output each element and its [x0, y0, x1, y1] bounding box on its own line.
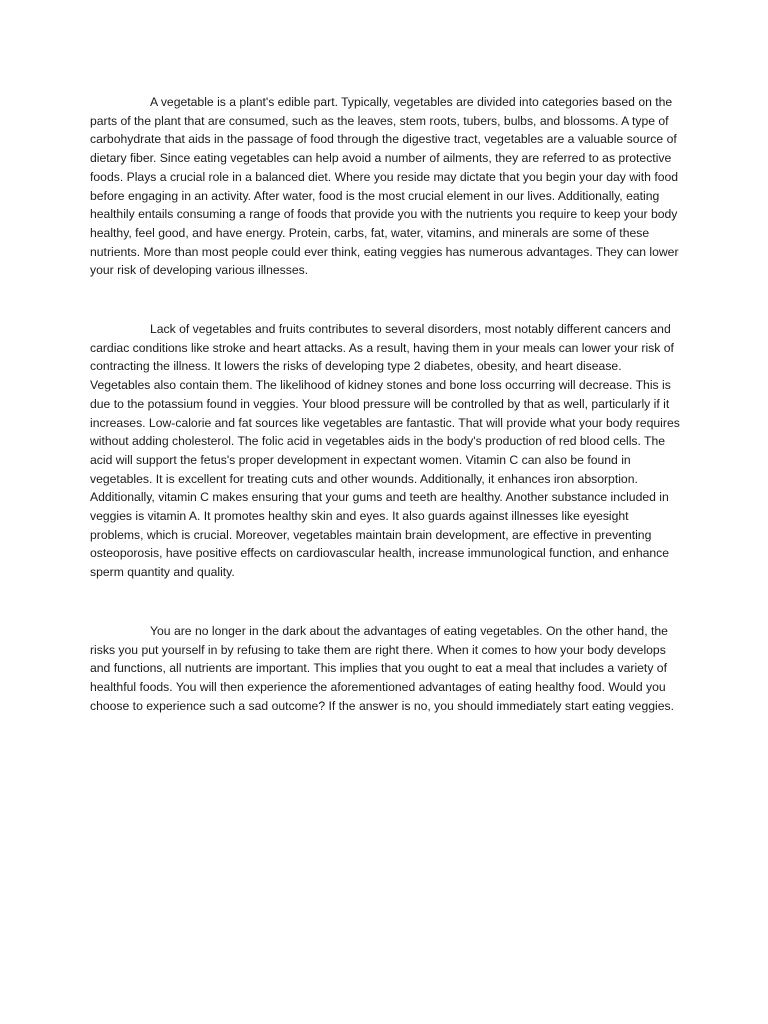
- paragraph-3: You are no longer in the dark about the advantages of eating vegetables. On the other hand, the risks you put yourself in by refusing to take them are right there. When it comes to how your body develops and functions, all nutrients are important. This implies that you ought to eat a meal that includes a variety of healthful foods. You will then experience the aforementioned advantages of eating healthy food. Would you choose to experience such a sad outcome? If the answer is no, you should immediately start eating veggies.: [90, 624, 674, 713]
- paragraph-2: Lack of vegetables and fruits contributes to several disorders, most notably different cancers and cardiac conditions like stroke and heart attacks. As a result, having them in your meals can lower your risk of contracting the illness. It lowers the risks of developing type 2 diabetes, obesity, and heart disease. Vegetables also contain them. The likelihood of kidney stones and bone loss occurring will decrease. This is due to the potassium found in veggies. Your blood pressure will be controlled by that as well, particularly if it increases. Low-calorie and fat sources like vegetables are fantastic. That will provide what your body requires without adding cholesterol. The folic acid in vegetables aids in the body's production of red blood cells. The acid will support the fetus's proper development in expectant women. Vitamin C can also be found in vegetables. It is excellent for treating cuts and other wounds. Additionally, it enhances iron absorption. Additionally, vitamin C makes ensuring that your gums and teeth are healthy. Another substance included in veggies is vitamin A. It promotes healthy skin and eyes. It also guards against illnesses like eyesight problems, which is crucial. Moreover, vegetables maintain brain development, are effective in preventing osteoporosis, have positive effects on cardiovascular health, increase immunological function, and enhance sperm quantity and quality.: [90, 322, 680, 580]
- paragraph-1: A vegetable is a plant's edible part. Typically, vegetables are divided into categories based on the parts of the plant that are consumed, such as the leaves, stem roots, tubers, bulbs, and blossoms. A type of carbohydrate that aids in the passage of food through the digestive tract, vegetables are a valuable source of dietary fiber. Since eating vegetables can help avoid a number of ailments, they are referred to as protective foods. Plays a crucial role in a balanced diet. Where you reside may dictate that you begin your day with food before engaging in an activity. After water, food is the most crucial element in our lives. Additionally, eating healthily entails consuming a range of foods that provide you with the nutrients you require to keep your body healthy, feel good, and have energy. Protein, carbs, fat, water, vitamins, and minerals are some of these nutrients. More than most people could ever think, eating veggies has numerous advantages. They can lower your risk of developing various illnesses.: [90, 95, 679, 278]
